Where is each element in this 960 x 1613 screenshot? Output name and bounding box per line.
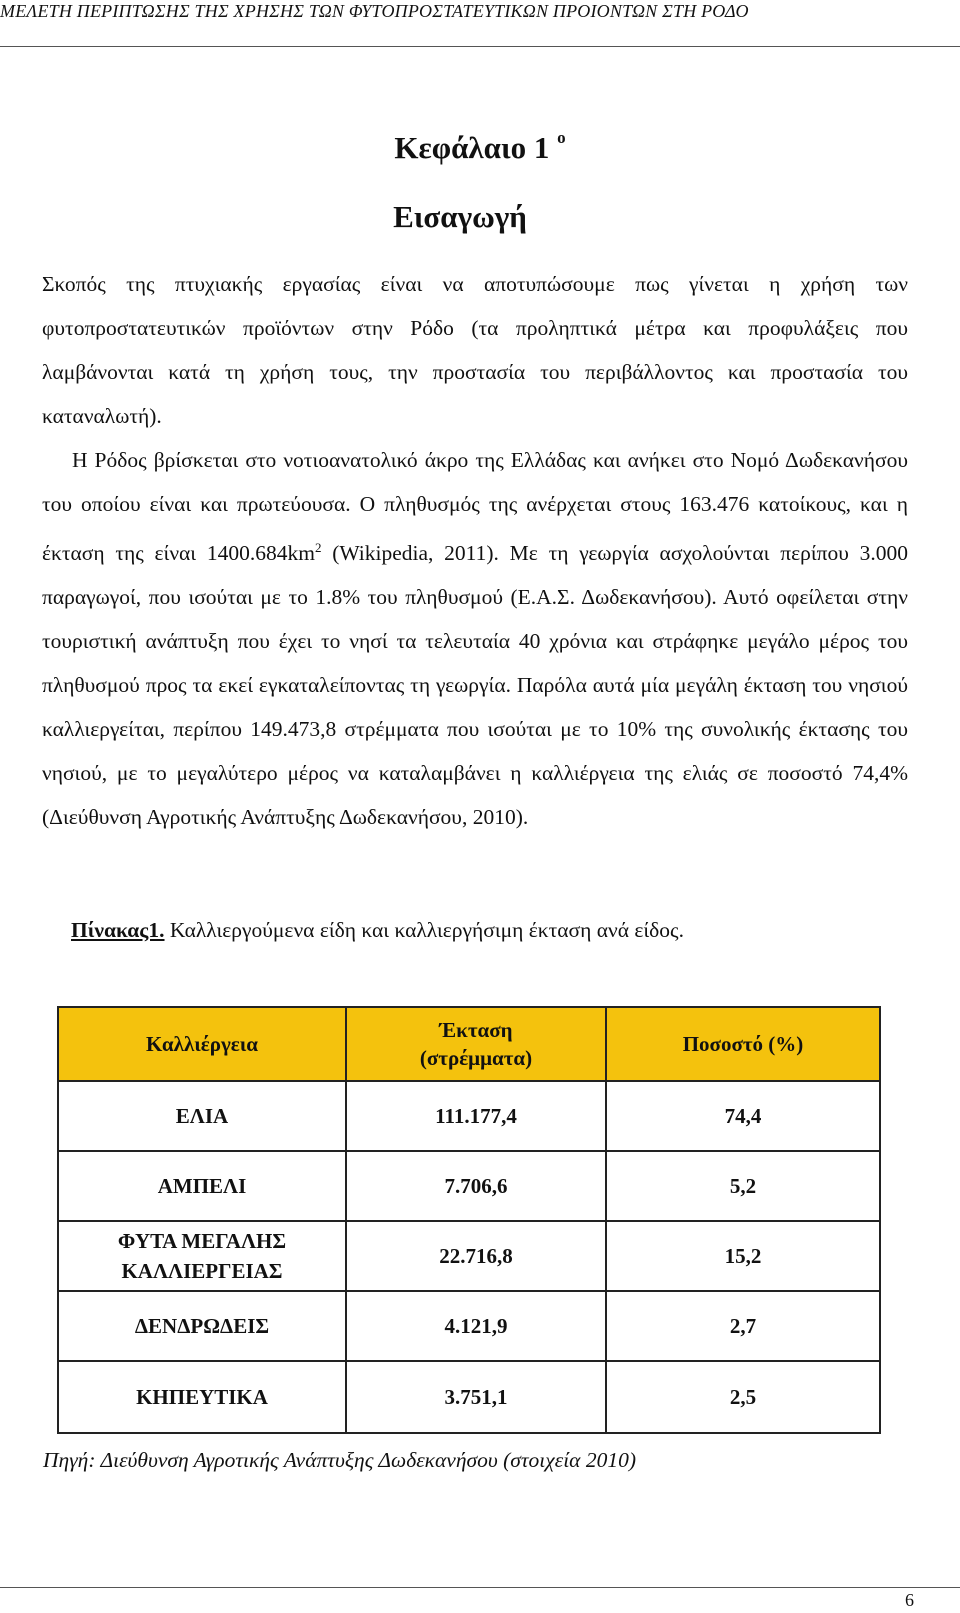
table-row (58, 1081, 880, 1151)
cell-crop: ΦΥΤΑ ΜΕΓΑΛΗΣ ΚΑΛΛΙΕΡΓΕΙΑΣ (58, 1221, 346, 1291)
table-row (58, 1361, 880, 1433)
cell-area: 4.121,9 (346, 1291, 606, 1361)
table-caption (71, 918, 684, 943)
running-title: ΜΕΛΕΤΗ ΠΕΡΙΠΤΩΣΗΣ ΤΗΣ ΧΡΗΣΗΣ ΤΩΝ ΦΥΤΟΠΡΟΣΤΑΤΕΥΤΙΚΩΝ ΠΡΟΙΟΝΤΩΝ ΣΤΗ ΡΟΔΟ (0, 1, 749, 21)
cell-percent: 15,2 (606, 1221, 880, 1291)
table-row (58, 1221, 880, 1291)
cell-crop: ΑΜΠΕΛΙ (58, 1151, 346, 1221)
chapter-heading (0, 127, 960, 166)
footer-divider (0, 1587, 960, 1588)
cell-percent: 2,7 (606, 1291, 880, 1361)
running-header (0, 0, 960, 47)
paragraph-2 (42, 438, 908, 839)
body-text (42, 262, 908, 839)
chapter-title: Εισαγωγή (393, 199, 527, 234)
table-row (58, 1291, 880, 1361)
header-crop: Καλλιέργεια (58, 1007, 346, 1081)
table-caption-label: Πίνακας1. (71, 918, 165, 942)
cell-percent: 74,4 (606, 1081, 880, 1151)
table-caption-text: Καλλιεργούμενα είδη και καλλιεργήσιμη έκταση ανά είδος. (164, 918, 684, 942)
cell-crop: ΔΕΝΔΡΩΔΕΙΣ (58, 1291, 346, 1361)
cell-area: 22.716,8 (346, 1221, 606, 1291)
paragraph-1: Σκοπός της πτυχιακής εργασίας είναι να αποτυπώσουμε πως γίνεται η χρήση των φυτοπροστατευτικών προϊόντων στην Ρόδο (τα προληπτικά μέτρα και προφυλάξεις που λαμβάνονται κατά τη χρήση τους, την προστασία του περιβάλλοντος και προστασία του καταναλωτή). (42, 272, 908, 428)
source-note: Πηγή: Διεύθυνση Αγροτικής Ανάπτυξης Δωδεκανήσου (στοιχεία 2010) (43, 1448, 636, 1472)
chapter-ordinal: ο (557, 127, 566, 147)
km-squared-sup: 2 (314, 540, 322, 555)
table-header-row (58, 1007, 880, 1081)
crops-table (57, 1006, 881, 1434)
cell-crop: ΕΛΙΑ (58, 1081, 346, 1151)
table-row (58, 1151, 880, 1221)
cell-area: 7.706,6 (346, 1151, 606, 1221)
page-number: 6 (905, 1590, 914, 1610)
cell-area: 3.751,1 (346, 1361, 606, 1433)
cell-percent: 2,5 (606, 1361, 880, 1433)
header-area: Έκταση (στρέμματα) (346, 1007, 606, 1081)
cell-percent: 5,2 (606, 1151, 880, 1221)
chapter-label: Κεφάλαιο 1 (394, 130, 550, 165)
cell-crop: ΚΗΠΕΥΤΙΚΑ (58, 1361, 346, 1433)
paragraph-2-part-b: (Wikipedia, 2011). Με τη γεωργία ασχολούνται περίπου 3.000 παραγωγοί, που ισούται με το 1.8% του πληθυσμού (Ε.Α.Σ. Δωδεκανήσου). Αυτό οφείλεται στην τουριστική ανάπτυξη που έχει το νησί τα τελευταία 40 χρόνια και στράφηκε μεγάλο μέρος του πληθυσμού προς τα εκεί εγκαταλείποντας τη γεωργία. Παρόλα αυτά μία μεγάλη έκταση του νησιού καλλιεργείται, περίπου 149.473,8 στρέμματα που ισούται με το 10% της συνολικής έκτασης του νησιού, με το μεγαλύτερο μέρος να καταλαμβάνει η καλλιέργεια της ελιάς σε ποσοστό 74,4% (Διεύθυνση Αγροτικής Ανάπτυξης Δωδεκανήσου, 2010). (42, 541, 908, 830)
paragraph-2-part-a: Η Ρόδος βρίσκεται στο νοτιοανατολικό άκρο της Ελλάδας και ανήκει στο Νομό Δωδεκανήσου του οποίου είναι και πρωτεύουσα. Ο πληθυσμός της ανέρχεται στους 163.476 κατοίκους, και η έκταση της είναι 1400.684km (42, 448, 908, 566)
header-percent: Ποσοστό (%) (606, 1007, 880, 1081)
cell-area: 111.177,4 (346, 1081, 606, 1151)
